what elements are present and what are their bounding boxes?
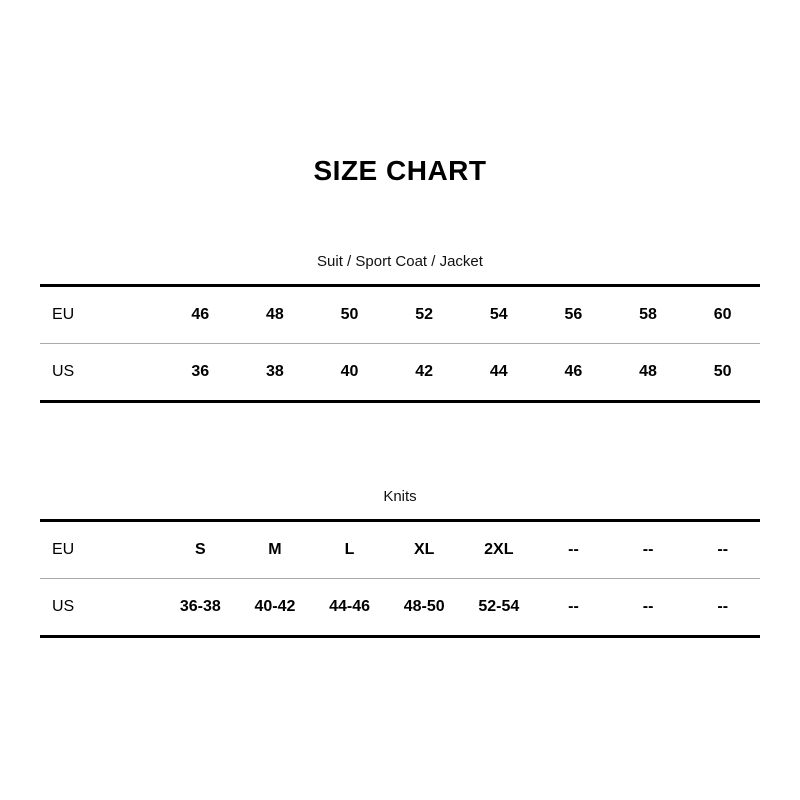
table-cell: 46 (163, 286, 238, 344)
table-cell: 58 (611, 286, 686, 344)
section-suit-sport-coat-jacket (40, 253, 760, 403)
table-row (40, 521, 760, 579)
table-cell: XL (387, 521, 462, 579)
row-label: EU (40, 286, 163, 344)
table-cell: 36-38 (163, 579, 238, 637)
table-cell: -- (685, 521, 760, 579)
table-cell: -- (536, 579, 611, 637)
table-row (40, 579, 760, 637)
table-cell: S (163, 521, 238, 579)
table-cell: -- (611, 521, 686, 579)
section-caption: Suit / Sport Coat / Jacket (317, 253, 483, 270)
size-table-knits (40, 519, 760, 638)
section-knits (40, 488, 760, 638)
table-cell: 52-54 (462, 579, 537, 637)
table-cell: 40 (312, 344, 387, 402)
table-cell: 44-46 (312, 579, 387, 637)
page-title: SIZE CHART (313, 155, 487, 186)
table-cell: 2XL (462, 521, 537, 579)
table-cell: M (238, 521, 313, 579)
table-cell: -- (611, 579, 686, 637)
table-cell: 46 (536, 344, 611, 402)
table-cell: 48-50 (387, 579, 462, 637)
table-cell: 50 (312, 286, 387, 344)
row-label: US (40, 579, 163, 637)
table-cell: 52 (387, 286, 462, 344)
table-cell: 54 (462, 286, 537, 344)
table-cell: 48 (238, 286, 313, 344)
table-cell: -- (685, 579, 760, 637)
table-cell: 36 (163, 344, 238, 402)
row-label: EU (40, 521, 163, 579)
table-cell: 42 (387, 344, 462, 402)
section-caption: Knits (383, 488, 417, 505)
table-row (40, 286, 760, 344)
table-cell: L (312, 521, 387, 579)
table-cell: 44 (462, 344, 537, 402)
size-table-suits (40, 284, 760, 403)
table-cell: -- (536, 521, 611, 579)
table-cell: 60 (685, 286, 760, 344)
row-label: US (40, 344, 163, 402)
table-cell: 38 (238, 344, 313, 402)
table-cell: 56 (536, 286, 611, 344)
table-row (40, 344, 760, 402)
table-cell: 50 (685, 344, 760, 402)
table-cell: 48 (611, 344, 686, 402)
table-cell: 40-42 (238, 579, 313, 637)
